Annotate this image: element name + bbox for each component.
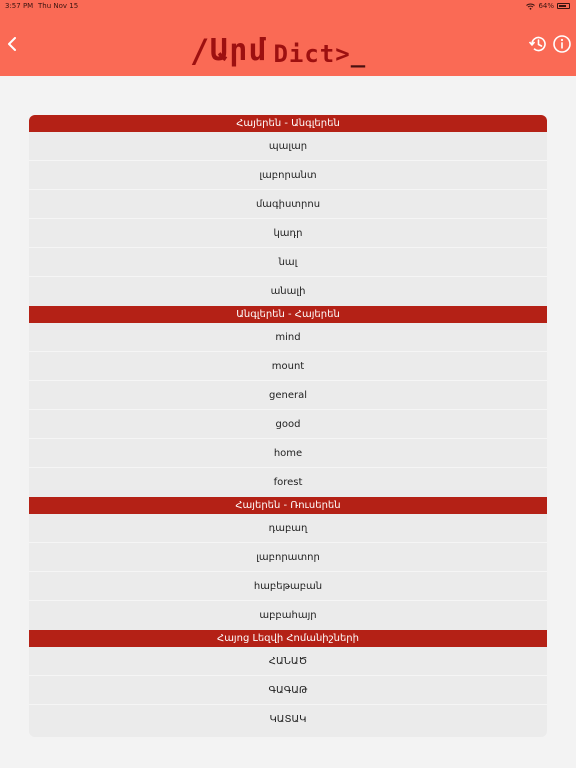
list-item[interactable]: mind <box>29 323 547 352</box>
status-indicators <box>526 2 570 10</box>
list-item[interactable]: լաբորատոր <box>29 543 547 572</box>
list-item[interactable]: հաբեթաբան <box>29 572 547 601</box>
info-icon <box>552 34 572 54</box>
list-item[interactable]: forest <box>273 477 303 488</box>
section-header-hy-en: Հայերեն - Անգլերեն <box>29 115 547 132</box>
list-item[interactable]: ՀԱՆԱԾ <box>29 647 547 676</box>
app-header <box>0 0 576 76</box>
battery-icon <box>557 3 570 9</box>
list-item[interactable]: լաբորանտ <box>29 161 547 190</box>
list-item[interactable]: պալար <box>29 132 547 161</box>
status-time: 3:57 PM <box>5 2 34 10</box>
dictionary-list <box>29 115 547 737</box>
status-bar <box>0 0 576 12</box>
app-logo <box>190 30 367 70</box>
info-button[interactable] <box>552 34 572 54</box>
logo-dict: Dict> <box>273 40 351 68</box>
list-item[interactable]: general <box>29 381 547 410</box>
list-item[interactable]: ԿԱՏԱԿ <box>269 714 307 725</box>
battery-percent: 64% <box>538 2 554 10</box>
list-item[interactable]: մագիստրոս <box>29 190 547 219</box>
wifi-icon <box>526 3 535 10</box>
section-header-synonyms: Հայոց Լեզվի Հոմանիշների <box>29 630 547 647</box>
list-item[interactable]: նալ <box>29 248 547 277</box>
history-button[interactable] <box>528 34 548 54</box>
back-button[interactable] <box>3 34 21 54</box>
section-header-en-hy: Անգլերեն - Հայերեն <box>29 306 547 323</box>
list-item[interactable]: good <box>29 410 547 439</box>
list-item[interactable]: ԳԱԳԱԹ <box>29 676 547 705</box>
status-date: Thu Nov 15 <box>38 2 79 10</box>
list-item[interactable]: աբբահայր <box>259 610 317 621</box>
chevron-left-icon <box>7 37 17 51</box>
logo-cursor: _ <box>350 40 367 68</box>
list-item[interactable]: կադր <box>29 219 547 248</box>
list-item[interactable]: mount <box>29 352 547 381</box>
history-icon <box>528 34 548 54</box>
section-header-hy-ru: Հայերեն - Ռուսերեն <box>29 497 547 514</box>
logo-arm: Արմ <box>210 33 268 68</box>
logo-slash: / <box>190 32 211 70</box>
list-item[interactable]: դաբաղ <box>29 514 547 543</box>
list-item[interactable]: անալի <box>270 286 306 297</box>
list-item[interactable]: home <box>29 439 547 468</box>
